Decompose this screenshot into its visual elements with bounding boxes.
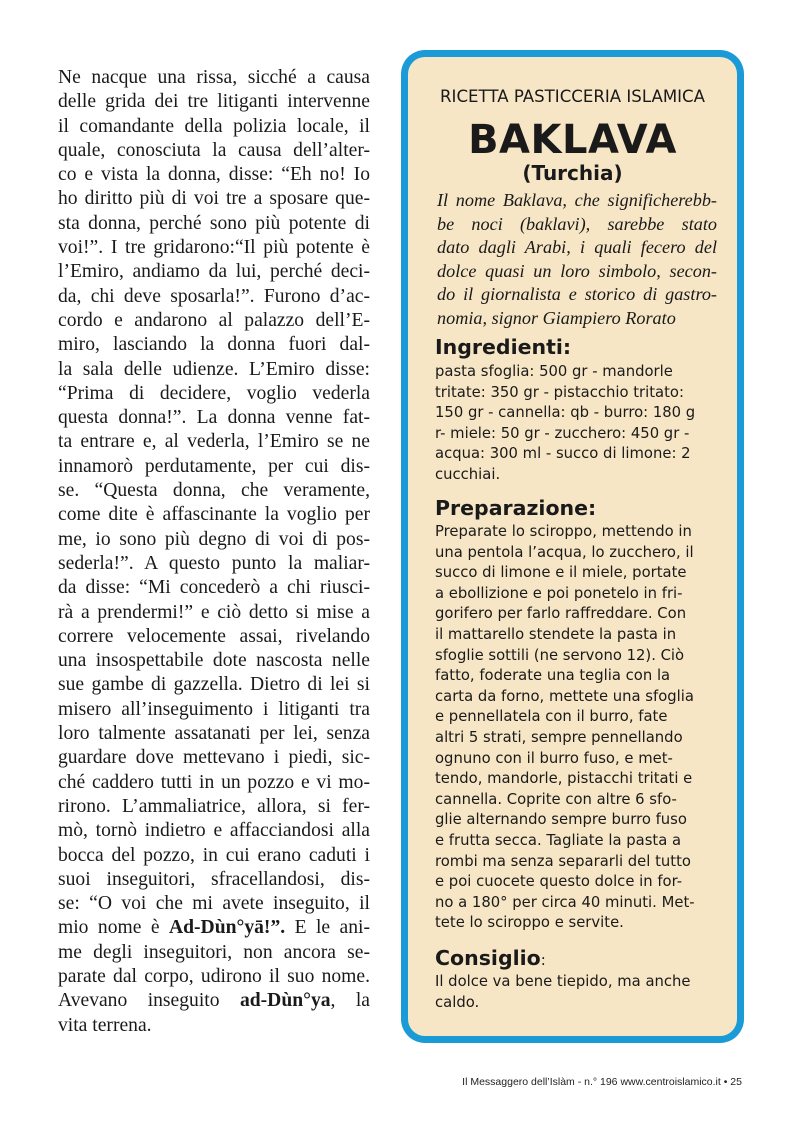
text-line: ché caddero tutti in un pozzo e vi mo- (58, 771, 370, 793)
text-line: carta da forno, mettete una sfoglia (435, 687, 694, 705)
recipe-title: BAKLAVA (468, 117, 677, 163)
tip-heading-label: Consiglio (435, 946, 541, 970)
text-line: cordo e andarono al palazzo dell’E- (58, 309, 370, 331)
text-line: sue gambe di gazzella. Dietro di lei si (58, 674, 370, 696)
text-line: innamorò perdutamente, per cui dis- (58, 455, 370, 477)
text-line: e frutta secca. Tagliate la pasta a (435, 831, 682, 849)
text-line: come dite è affascinante la voglio per (58, 504, 370, 526)
text-line (58, 989, 370, 1013)
text-line: succo di limone e il miele, portate (435, 564, 687, 582)
text-line: 150 gr - cannella: qb - burro: 180 g (435, 404, 696, 422)
text-line: e poi cuocete questo dolce in for- (435, 873, 683, 891)
text-line: il comandante della polizia locale, il (58, 115, 370, 137)
text-line: ognuno con il burro fuso, e met- (435, 749, 673, 767)
text-line: tete lo sciroppo e servite. (435, 914, 624, 932)
text-line: sfoglie sottili (ne servono 12). Ciò (435, 646, 685, 664)
text-line: l’Emiro, andiamo da lui, perché deci- (58, 261, 370, 283)
text-line: rirono. L’ammaliatrice, allora, si fer- (58, 795, 370, 817)
text-line: dolce quasi un loro simbolo, secon- (437, 260, 717, 281)
recipe-intro (437, 189, 717, 331)
recipe-panel (408, 57, 737, 1036)
text-line: acqua: 300 ml - succo di limone: 2 (435, 445, 691, 463)
text-line: vita terrena. (58, 1014, 152, 1036)
recipe-box (401, 50, 744, 1043)
preparation-text (435, 522, 718, 934)
text-line: cannella. Coprite con altre 6 sfo- (435, 790, 677, 808)
text-line: misero all’inseguimento i litiganti tra (58, 698, 370, 720)
recipe-kicker: RICETTA PASTICCERIA ISLAMICA (440, 87, 705, 106)
text-segment: Avevano inseguito (58, 990, 240, 1012)
text-line: il mattarello stendete la pasta in (435, 625, 677, 643)
text-line: suoi inseguitori, sfracellandosi, dis- (58, 868, 370, 890)
text-line: sta donna, perché sono più potente di (58, 212, 370, 234)
article-column (58, 66, 370, 1038)
text-line: me, io sono più degno di voi di pos- (58, 528, 370, 550)
text-line (58, 916, 370, 940)
text-line: co e vista la donna, disse: “Eh no! Io (58, 164, 370, 186)
bold-name-text: ad-Dùn°ya (239, 990, 331, 1012)
text-line: dato dagli Arabi, i quali fecero del (437, 237, 717, 258)
text-line: la sala delle udienze. L’Emiro disse: (58, 358, 370, 380)
bold-name-text: Ad-Dùn°yā!”. (168, 917, 286, 939)
text-line: rombi ma senza separarli del tutto (435, 852, 691, 870)
text-line: voi!”. I tre gridarono:“Il più potente è (58, 237, 370, 259)
text-line: “Prima di decidere, voglio vederla (58, 382, 370, 404)
text-line: sederla!”. A questo punto la maliar- (58, 552, 370, 574)
text-line: a ebollizione e poi ponetelo in fri- (435, 584, 683, 602)
page-footer: Il Messaggero dell’Islàm - n.° 196 www.centroislamico.it • 25 (462, 1076, 742, 1088)
text-line: da disse: “Mi concederò a chi riusci- (58, 577, 370, 599)
text-segment: mio nome è (58, 917, 169, 939)
text-line: Ne nacque una rissa, sicché a causa (58, 67, 370, 88)
text-line: parate dal corpo, udirono il suo nome. (58, 965, 370, 987)
text-line: se. “Questa donna, che veramente, (58, 480, 370, 502)
ingredients-text (435, 362, 718, 486)
text-line: quale, conosciuta la causa dell’alter- (58, 139, 370, 161)
text-line: da, chi deve sposarla!”. Furono d’ac- (58, 285, 370, 307)
text-line: pasta sfoglia: 500 gr - mandorle (435, 363, 673, 380)
text-line: questa donna!”. La donna venne fat- (58, 407, 370, 429)
text-line: mò, tornò indietro e affacciandosi alla (58, 820, 370, 842)
tip-heading-colon: : (540, 951, 546, 969)
text-line: loro talmente assatanati per lei, senza (58, 723, 370, 745)
text-line: delle grida dei tre litiganti intervenne (58, 91, 370, 113)
text-segment: , la (330, 990, 370, 1012)
text-line: e pennellatela con il burro, fate (435, 708, 668, 726)
text-line: do il giornalista e storico di gastro- (437, 284, 717, 305)
text-line: bocca del pozzo, in cui erano caduti i (58, 844, 370, 866)
text-line: me degli inseguitori, non ancora se- (58, 941, 370, 963)
text-line: be noci (baklavi), sarebbe stato (437, 213, 717, 234)
text-segment: E le ani- (285, 917, 370, 939)
text-line: fatto, foderate una teglia con la (435, 667, 671, 685)
text-line: correre velocemente assai, rivelando (58, 625, 370, 647)
text-line: Preparate lo sciroppo, mettendo in (435, 523, 692, 540)
text-line: altri 5 strati, sempre pennellando (435, 728, 683, 746)
text-line: tendo, mandorle, pistacchi tritati e (435, 770, 693, 788)
text-line: nomia, signor Giampiero Rorato (437, 307, 676, 328)
text-line: cucchiai. (435, 465, 501, 483)
text-line: Il nome Baklava, che significherebb- (437, 190, 717, 210)
text-line: tritate: 350 gr - pistacchio tritato: (435, 383, 684, 401)
text-line: ta entrare e, al vederla, l’Emiro se ne (58, 431, 370, 453)
text-line: Il dolce va bene tiepido, ma anche (435, 973, 691, 990)
recipe-subtitle: (Turchia) (522, 161, 623, 185)
preparation-heading: Preparazione: (435, 496, 597, 520)
text-line: miro, lasciando la donna fuori dal- (58, 334, 370, 356)
text-line: r- miele: 50 gr - zucchero: 450 gr - (435, 424, 690, 442)
text-line: caldo. (435, 993, 480, 1011)
text-line: glie alternando sempre burro fuso (435, 811, 687, 829)
tip-heading (435, 946, 546, 970)
text-line: no a 180° per circa 40 minuti. Met- (435, 893, 695, 911)
text-line: gorifero per farlo raffreddare. Con (435, 605, 687, 623)
ingredients-heading: Ingredienti: (435, 335, 572, 359)
text-line: rà a prendermi!” e ciò detto si mise a (58, 601, 370, 623)
tip-text (435, 972, 718, 1013)
text-line: una pentola l’acqua, lo zucchero, il (435, 543, 694, 561)
text-line: guardare dove mettevano i piedi, sic- (58, 747, 370, 769)
text-line: ho diritto più di voi tre a sposare que- (58, 188, 370, 210)
text-line: una insospettabile dote nascosta nelle (58, 650, 370, 672)
text-line: se: “O voi che mi avete inseguito, il (58, 893, 370, 915)
